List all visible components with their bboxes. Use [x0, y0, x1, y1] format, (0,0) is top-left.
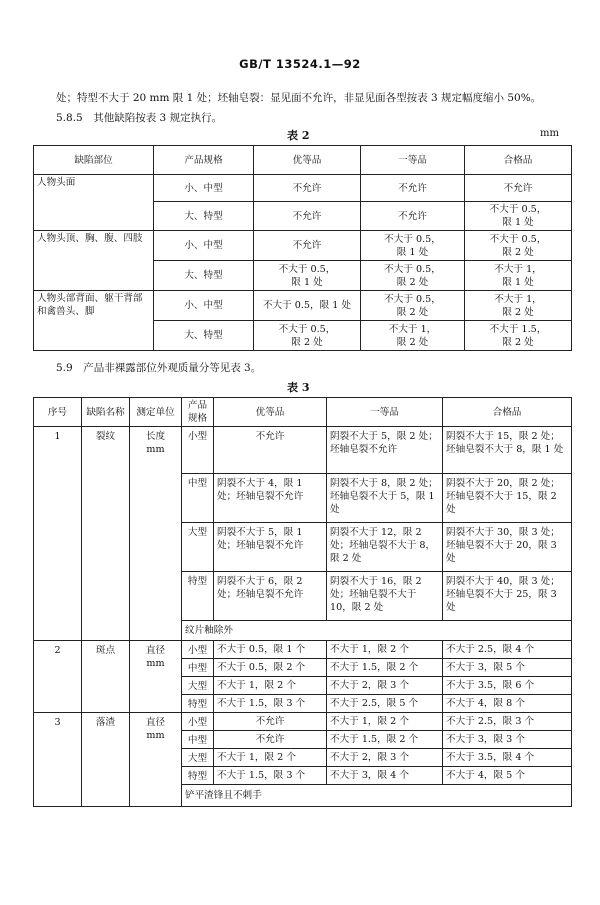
t2-grade-cell: 不大于 1， 限 2 处: [465, 291, 572, 321]
t3-note: 纹片釉除外: [182, 621, 572, 641]
table2-caption: 表 2: [287, 129, 310, 142]
t2-spec-cell: 大、特型: [154, 321, 254, 351]
table-2-body: [34, 175, 572, 351]
t2-header-cell: 产品规格: [154, 146, 254, 175]
t3-grade-cell: 不允许: [214, 713, 327, 731]
t3-grade-cell: 不大于 1，限 2 个: [214, 749, 327, 767]
t3-spec-cell: 中型: [182, 659, 214, 677]
t3-spec-cell: 中型: [182, 731, 214, 749]
t2-grade-cell: 不允许: [254, 202, 361, 231]
t3-defect-name: 斑点: [82, 641, 130, 713]
t3-spec-cell: 大型: [182, 523, 214, 572]
t3-grade-cell: 不大于 2.5，限 3 个: [443, 713, 572, 731]
table-2: [33, 145, 572, 351]
t2-header-cell: 优等品: [254, 146, 361, 175]
t2-grade-cell: 不大于 0.5， 限 1 处: [361, 231, 465, 261]
intro-paragraph: 处；特型不大于 20 mm 限 1 处；坯轴皂裂：显见面不允许，非显见面各型按表 3 规定幅度缩小 50%。: [56, 92, 542, 104]
t3-grade-cell: 阴裂不大于 12，限 2 处；坯轴皂裂不大于 8，限 2 处: [327, 523, 443, 572]
table2-unit: mm: [540, 128, 559, 139]
t3-grade-cell: 不大于 0.5，限 2 个: [214, 659, 327, 677]
t3-spec-cell: 特型: [182, 695, 214, 713]
t3-grade-cell: 阴裂不大于 15，限 2 处；坯轴皂裂不大于 8，限 1 处: [443, 427, 572, 474]
t3-spec-cell: 特型: [182, 572, 214, 621]
t3-grade-cell: 不允许: [214, 731, 327, 749]
t3-defect-name: 裂纹: [82, 427, 130, 641]
t3-grade-cell: 不大于 2.5，限 4 个: [443, 641, 572, 659]
t3-note: 铲平渣锋且不刺手: [182, 785, 572, 807]
t2-header-cell: 一等品: [361, 146, 465, 175]
t2-grade-cell: 不大于 0.5， 限 2 处: [465, 231, 572, 261]
t2-header-cell: 缺陷部位: [34, 146, 154, 175]
t3-grade-cell: 不大于 4，限 5 个: [443, 767, 572, 785]
t3-grade-cell: 阴裂不大于 4，限 1 处；坯轴皂裂不允许: [214, 474, 327, 523]
t3-grade-cell: 阴裂不大于 30，限 3 处；坯轴皂裂不大于 20，限 3 处: [443, 523, 572, 572]
t2-grade-cell: 不大于 0.5， 限 1 处: [465, 202, 572, 231]
t2-grade-cell: 不大于 0.5， 限 1 处: [254, 261, 361, 291]
t3-seq-no: 3: [34, 713, 82, 807]
t3-grade-cell: 不大于 2，限 3 个: [327, 749, 443, 767]
t3-grade-cell: 阴裂不大于 16，限 2 处；坯轴皂裂不大于 10，限 2 处: [327, 572, 443, 621]
t2-defect-part: 人物头面: [34, 175, 154, 231]
t3-grade-cell: 不大于 2，限 3 个: [327, 677, 443, 695]
t2-header-cell: 合格品: [465, 146, 572, 175]
t3-header-cell: 序号: [34, 398, 82, 427]
t2-spec-cell: 大、特型: [154, 202, 254, 231]
t3-header-cell: 缺陷名称: [82, 398, 130, 427]
t2-grade-cell: 不大于 0.5， 限 2 处: [254, 321, 361, 351]
t3-header-cell: 优等品: [214, 398, 327, 427]
t3-measure-unit: 直径 mm: [130, 641, 182, 713]
t2-grade-cell: 不大于 1， 限 1 处: [465, 261, 572, 291]
t3-grade-cell: 不大于 3，限 5 个: [443, 659, 572, 677]
t2-defect-part: 人物头顶、胸、腹、四肢: [34, 231, 154, 291]
t3-grade-cell: 不大于 1，限 2 个: [214, 677, 327, 695]
t2-spec-cell: 大、特型: [154, 261, 254, 291]
document-header: GB/T 13524.1—92: [239, 57, 361, 71]
t3-spec-cell: 小型: [182, 427, 214, 474]
t3-spec-cell: 小型: [182, 713, 214, 731]
t3-grade-cell: 不大于 1.5，限 2 个: [327, 659, 443, 677]
table-3: [33, 397, 572, 807]
t3-grade-cell: 不大于 1.5，限 3 个: [214, 767, 327, 785]
t2-spec-cell: 小、中型: [154, 291, 254, 321]
t2-grade-cell: 不允许: [254, 175, 361, 202]
t3-grade-cell: 不大于 4，限 8 个: [443, 695, 572, 713]
table-3-body: [34, 427, 572, 807]
t3-seq-no: 1: [34, 427, 82, 641]
t3-header-cell: 产品 规格: [182, 398, 214, 427]
t3-grade-cell: 不大于 1.5，限 3 个: [214, 695, 327, 713]
t2-grade-cell: 不允许: [361, 202, 465, 231]
t3-grade-cell: 不大于 1，限 2 个: [327, 713, 443, 731]
t3-grade-cell: 不允许: [214, 427, 327, 474]
t3-grade-cell: 阴裂不大于 5，限 1 处；坯轴皂裂不允许: [214, 523, 327, 572]
t3-spec-cell: 中型: [182, 474, 214, 523]
t3-measure-unit: 长度 mm: [130, 427, 182, 641]
t3-spec-cell: 大型: [182, 749, 214, 767]
t3-grade-cell: 阴裂不大于 5，限 2 处；坯轴皂裂不允许: [327, 427, 443, 474]
t2-grade-cell: 不允许: [361, 175, 465, 202]
table3-caption: 表 3: [287, 381, 310, 394]
section-5-8-5: 5.8.5 其他缺陷按表 3 规定执行。: [56, 112, 223, 124]
t3-grade-cell: 阴裂不大于 40，限 3 处；坯轴皂裂不大于 25，限 3 处: [443, 572, 572, 621]
section-5-9: 5.9 产品非裸露部位外观质量分等见表 3。: [56, 362, 262, 374]
t3-seq-no: 2: [34, 641, 82, 713]
t3-grade-cell: 不大于 3，限 3 个: [443, 731, 572, 749]
t2-spec-cell: 小、中型: [154, 175, 254, 202]
t3-header-cell: 一等品: [327, 398, 443, 427]
t2-grade-cell: 不大于 0.5，限 1 处: [254, 291, 361, 321]
t3-grade-cell: 不大于 0.5，限 1 个: [214, 641, 327, 659]
t3-header-cell: 合格品: [443, 398, 572, 427]
t3-grade-cell: 阴裂不大于 6，限 2 处；坯轴皂裂不允许: [214, 572, 327, 621]
t2-grade-cell: 不大于 1.5， 限 2 处: [465, 321, 572, 351]
t3-grade-cell: 不大于 3.5，限 6 个: [443, 677, 572, 695]
t3-grade-cell: 不大于 1，限 2 个: [327, 641, 443, 659]
t3-grade-cell: 阴裂不大于 8，限 2 处；坯轴皂裂不大于 5，限 1 处: [327, 474, 443, 523]
t2-grade-cell: 不大于 1， 限 2 处: [361, 321, 465, 351]
t3-spec-cell: 小型: [182, 641, 214, 659]
t2-grade-cell: 不大于 0.5， 限 2 处: [361, 291, 465, 321]
t3-grade-cell: 不大于 3.5，限 4 个: [443, 749, 572, 767]
t2-defect-part: 人物头部背面、躯干背部和禽兽头、脚: [34, 291, 154, 351]
t3-grade-cell: 不大于 2.5，限 5 个: [327, 695, 443, 713]
t2-grade-cell: 不允许: [465, 175, 572, 202]
t3-defect-name: 落渣: [82, 713, 130, 807]
t2-grade-cell: 不大于 0.5， 限 2 处: [361, 261, 465, 291]
t2-spec-cell: 小、中型: [154, 231, 254, 261]
t3-spec-cell: 大型: [182, 677, 214, 695]
t3-measure-unit: 直径 mm: [130, 713, 182, 807]
t2-grade-cell: 不允许: [254, 231, 361, 261]
t3-spec-cell: 特型: [182, 767, 214, 785]
t3-header-cell: 测定单位: [130, 398, 182, 427]
t3-grade-cell: 阴裂不大于 20，限 2 处；坯轴皂裂不大于 15，限 2 处: [443, 474, 572, 523]
t3-grade-cell: 不大于 3，限 4 个: [327, 767, 443, 785]
t3-grade-cell: 不大于 1.5，限 2 个: [327, 731, 443, 749]
